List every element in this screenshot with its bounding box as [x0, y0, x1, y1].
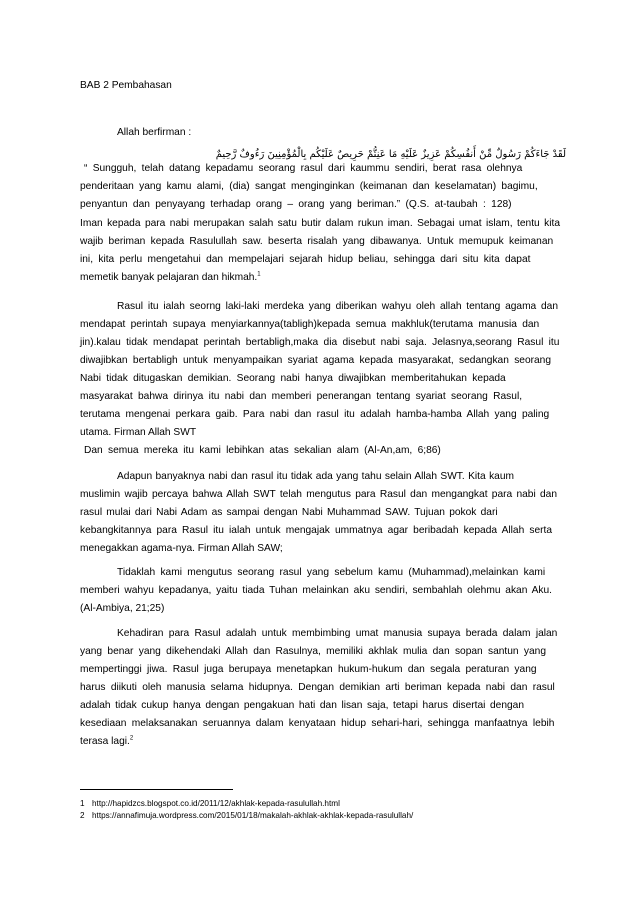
paragraph-line: [84, 444, 441, 457]
line-text: mempertinggi jiwa. Rasul juga berupaya menetapkan hukum-hukum dan segala peraturan yang: [80, 664, 537, 675]
line-text: penyantun dan penyayang terhadap orang – orang yang beriman.” (Q.S. at-taubah : 128): [80, 199, 512, 210]
line-text: utama. Firman Allah SWT: [80, 427, 197, 438]
footnote-ref: 2: [129, 735, 134, 742]
paragraph-line: [80, 681, 555, 694]
paragraph-line: [80, 645, 546, 658]
paragraph-line: [80, 699, 524, 712]
line-text: Adapun banyaknya nabi dan rasul itu tidak ada yang tahu selain Allah SWT. Kita kaum: [117, 471, 514, 482]
paragraph-line: [80, 336, 559, 349]
paragraph-line: [80, 488, 557, 501]
line-text: memberi wahyu kepadanya, yaitu tiada Tuhan melainkan aku sendiri, sembahlah olehmu akan Aku.: [80, 585, 552, 596]
line-text: “ Sungguh, telah datang kepadamu seorang rasul dari kaummu sendiri, berat rasa olehnya: [84, 163, 523, 174]
paragraph-line: [80, 408, 549, 421]
paragraph-line: [80, 198, 512, 211]
paragraph-line: [80, 663, 537, 676]
line-text: adalah tidak cukup hanya dengan pengakuan hati dan lisan saja, tetapi harus disertai dengan: [80, 700, 524, 711]
line-text: harus diikuti oleh manusia selama hidupnya. Dengan demikian arti beriman kepada nabi dan rasul: [80, 682, 555, 693]
paragraph-line: [80, 354, 551, 367]
chapter-heading: BAB 2 Pembahasan: [80, 80, 172, 91]
paragraph-line: [80, 390, 522, 403]
paragraph-line: [80, 542, 283, 555]
footnote-link[interactable]: https://annafimuja.wordpress.com/2015/01/18/makalah-akhlak-akhlak-kepada-rasulullah/: [92, 811, 414, 820]
paragraph-line: [80, 217, 560, 230]
footnote-number: 1: [80, 799, 85, 808]
paragraph-line: [80, 426, 196, 439]
line-text: rasul mulai dari Nabi Adam as sampai dengan Nabi Muhammad SAW. Tujuan pokok dari: [80, 507, 498, 518]
paragraph-line: [80, 506, 498, 519]
line-text: Iman kepada para nabi merupakan salah satu butir dalam rukun iman. Sebagai umat islam, tentu kita: [80, 218, 560, 229]
paragraph-line: [80, 602, 164, 615]
line-text: yang benar yang dikehendaki Allah dan Rasulnya, memiliki akhlak mulia dan sopan santun yang: [80, 646, 546, 657]
line-text: menegakkan agama-nya. Firman Allah SAW;: [80, 543, 283, 554]
line-text: Tidaklah kami mengutus seorang rasul yang sebelum kamu (Muhammad),melainkan kami: [117, 567, 546, 578]
line-text: Dan semua mereka itu kami lebihkan atas sekalian alam (Al-An,am, 6;86): [84, 445, 441, 456]
arabic-verse: لَقَدْ جَاءَكُمْ رَسُولٌ مِّنْ أَنفُسِكُمْ عَزِيزٌ عَلَيْهِ مَا عَنِتُّمْ حَرِيصٌ عَلَيْكُم بِالْمُؤْمِنِينَ رَءُوفٌ رَّحِيمٌ: [215, 149, 566, 160]
intro-text: Allah berfirman :: [117, 127, 192, 138]
line-text: mendapat perintah supaya menyiarkannya(tabligh)kepada semua makhluk(terutama manusia dan: [80, 319, 540, 330]
footnote-number: 2: [80, 811, 85, 820]
line-text: kebangkitannya para Rasul itu ialah untuk mengajak ummatnya agar beribadah kepada Allah serta: [80, 525, 552, 536]
line-text: memetik banyak pelajaran dan hikmah.: [80, 272, 258, 283]
line-text: Rasul itu ialah seorng laki-laki merdeka yang diberikan wahyu oleh allah tentang agama dan: [117, 301, 558, 312]
paragraph-line: [80, 318, 539, 331]
footnote-link[interactable]: http://hapidzcs.blogspot.co.id/2011/12/akhlak-kepada-rasulullah.html: [92, 799, 340, 808]
paragraph-line: [80, 524, 552, 537]
paragraph-line: [117, 470, 514, 483]
line-text: penderitaan yang kamu alami, (dia) sangat menginginkan (keimanan dan keselamatan) bagimu,: [80, 181, 538, 192]
line-text: terutama mengenai perkara gaib. Para nabi dan rasul itu adalah hamba-hamba Allah yang paling: [80, 409, 550, 420]
paragraph-line: [80, 717, 554, 730]
line-text: kesediaan melaksanakan seruannya dalam kenyataan hidup sehari-hari, sehingga manfaatnya lebih: [80, 718, 555, 729]
paragraph-line: [80, 372, 506, 385]
paragraph-line: [80, 271, 261, 284]
footnote-item: [80, 798, 340, 809]
paragraph-line: [80, 253, 530, 266]
line-text: Kehadiran para Rasul adalah untuk membimbing umat manusia supaya berada dalam jalan: [117, 628, 558, 639]
footnote-separator: [80, 789, 233, 790]
line-text: (Al-Ambiya, 21;25): [80, 603, 165, 614]
paragraph-line: [117, 300, 558, 313]
footnote-item: [80, 810, 413, 821]
paragraph-line: [117, 627, 557, 640]
paragraph-line: [117, 566, 545, 579]
footnote-ref: 1: [257, 271, 261, 278]
line-text: terasa lagi.: [80, 736, 130, 747]
line-text: masyarakat bahwa dirinya itu nabi dan memberi penerangan tentang syariat seorang Rasul,: [80, 391, 523, 402]
line-text: muslimin wajib percaya bahwa Allah SWT telah mengutus para Rasul dan mengangkat para nabi dan: [80, 489, 557, 500]
line-text: wajib beriman kepada Rasulullah saw. beserta risalah yang dibawanya. Untuk memupuk keimanan: [80, 236, 554, 247]
paragraph-line: [84, 162, 522, 175]
line-text: jin).kalau tidak mendapat perintah bertabligh,maka dia disebut nabi saja. Jelasnya,seorang Rasul itu: [80, 337, 560, 348]
paragraph-line: [80, 180, 538, 193]
line-text: Nabi tidak ditugaskan demikian. Seorang nabi hanya diwajibkan memberitahukan kepada: [80, 373, 506, 384]
line-text: ini, kita perlu mengetahui dan mempelajari sejarah hidup beliau, sehingga dari situ kita dapat: [80, 254, 531, 265]
paragraph-line: [80, 584, 552, 597]
paragraph-line: [80, 735, 133, 748]
paragraph-line: [80, 235, 553, 248]
line-text: diwajibkan bertabligh untuk menyampaikan syariat agama kepada masyarakat, sedangkan seorang: [80, 355, 552, 366]
